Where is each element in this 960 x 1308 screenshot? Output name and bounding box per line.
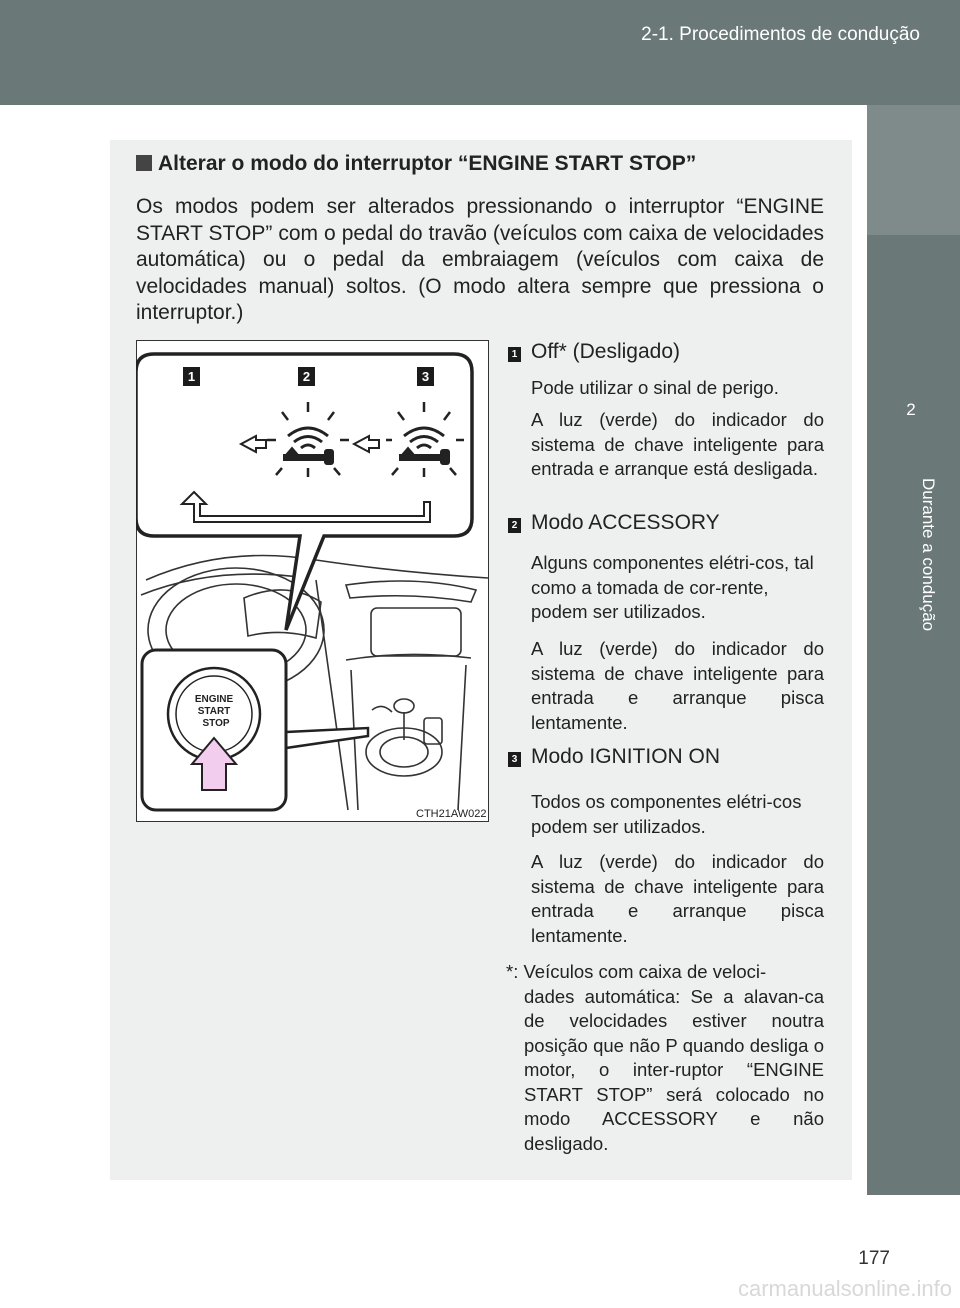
item-text: A luz (verde) do indicador do sistema de chave inteligente para entrada e arranque pisca lentamente. — [531, 638, 824, 733]
chapter-label: Durante a condução — [919, 478, 938, 632]
figure-badge-1: 1 — [187, 369, 196, 384]
engine-switch-illustration — [136, 340, 489, 822]
figure-code: CTH21AW022 — [416, 808, 487, 820]
item-title: Modo ACCESSORY — [531, 511, 720, 534]
footnote-rest: dades automática: Se a alavan-ca de velocidades estiver noutra posição que não P quando desliga o motor, o inter-ruptor “ENGINE START STOP” será colocado no modo ACCESSORY e não desligado. — [524, 985, 824, 1154]
item-number-badge: 3 — [508, 752, 521, 767]
item-number-badge: 2 — [508, 518, 521, 533]
item-text: A luz (verde) do indicador do sistema de chave inteligente para entrada e arranque pisca lentamente. — [531, 851, 824, 946]
item-text: A luz (verde) do indicador do sistema de chave inteligente para entrada e arranque está desligada. — [531, 409, 824, 479]
mode-item-ignition-on-heading — [508, 745, 720, 769]
item-title: Modo IGNITION ON — [531, 745, 721, 768]
page-number: 177 — [858, 1248, 890, 1269]
section-title-text: Alterar o modo do interruptor “ENGINE START STOP” — [158, 152, 697, 175]
item-number-badge: 1 — [508, 347, 521, 362]
button-label-start: START — [197, 706, 231, 717]
breadcrumb: 2-1. Procedimentos de condução — [641, 24, 920, 45]
figure-badge-3: 3 — [421, 369, 430, 384]
chapter-number: 2 — [906, 400, 916, 419]
footnote-first-line: *: Veículos com caixa de veloci- — [506, 961, 767, 982]
button-label-engine: ENGINE — [194, 694, 234, 705]
mode-item-accessory-heading — [508, 511, 720, 535]
item-text: Todos os componentes elétri-cos podem ser utilizados. — [531, 791, 802, 837]
item-text: Pode utilizar o sinal de perigo. — [531, 377, 779, 398]
mode-item-off-heading — [508, 340, 680, 364]
section-title — [136, 152, 836, 176]
footnote — [506, 960, 824, 1156]
chapter-side-tab-top — [867, 105, 960, 235]
figure-badge-2: 2 — [302, 369, 311, 384]
button-label-stop: STOP — [202, 718, 230, 729]
item-title: Off* (Desligado) — [531, 340, 681, 363]
item-text: Alguns componentes elétri-cos, tal como a tomada de cor-rente, podem ser utilizados. — [531, 552, 814, 622]
intro-paragraph: Os modos podem ser alterados pressionando o interruptor “ENGINE START STOP” com o pedal do travão (veículos com caixa de velocidades automática) ou o pedal da embraiagem (veículos com caixa de velocidades manual) soltos. (O modo altera sempre que pressiona o interruptor.) — [136, 195, 824, 324]
bullet-square-icon — [136, 155, 152, 171]
watermark: carmanualsonline.info — [737, 1276, 952, 1301]
chapter-side-tab — [867, 105, 960, 1195]
header-bar — [0, 0, 960, 105]
